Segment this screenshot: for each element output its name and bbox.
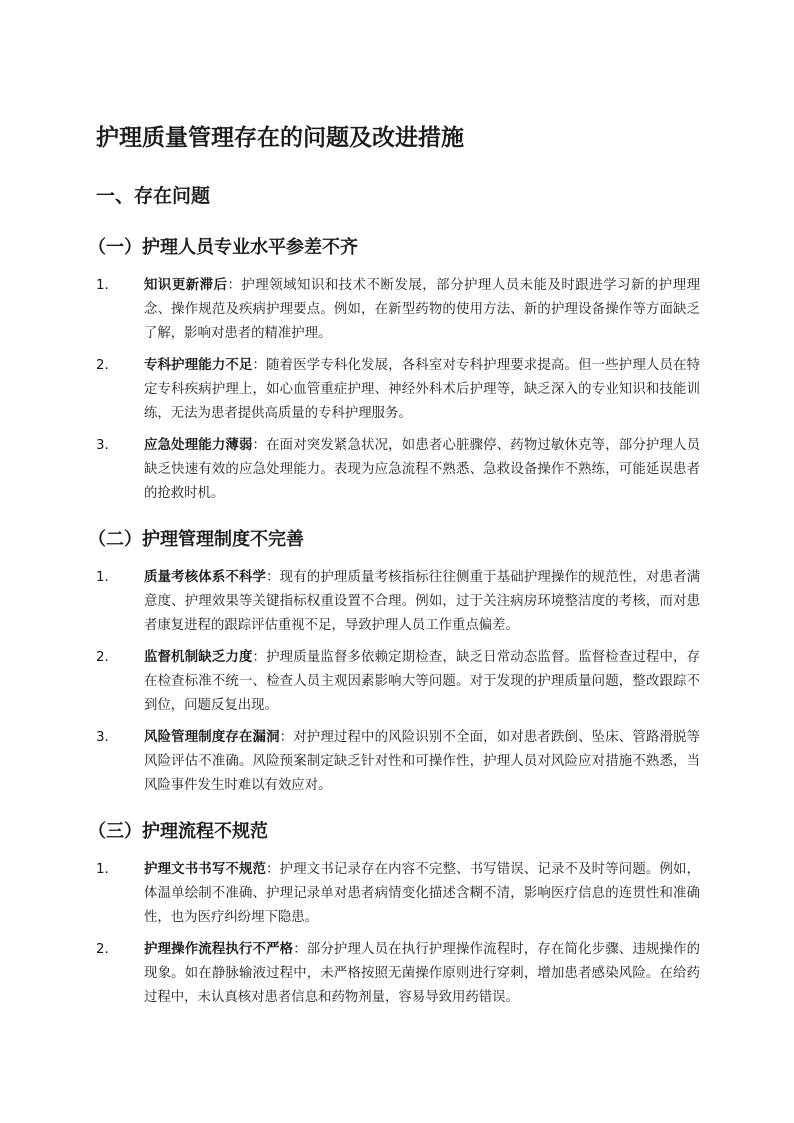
list-process: [96, 858, 700, 1018]
list-item-text: ：在面对突发紧急状况，如患者心脏骤停、药物过敏休克等，部分护理人员缺乏快速有效的应急处理能力。表现为应急流程不熟悉、急救设备操作不熟练，可能延误患者的抢救时机。: [144, 438, 701, 501]
list-item-number: 3.: [96, 730, 109, 745]
list-item-number: 2.: [96, 650, 109, 665]
list-item: [96, 274, 700, 346]
list-item-text: ：现有的护理质量考核指标往往侧重于基础护理操作的规范性，对患者满意度、护理效果等关键指标权重设置不合理。例如，过于关注病房环境整洁度的考核，而对患者康复进程的跟踪评估重视不足，导致护理人员工作重点偏差。: [144, 570, 701, 633]
list-item-term: 质量考核体系不科学: [144, 570, 267, 585]
list-item-text: ：部分护理人员在执行护理操作流程时，存在简化步骤、违规操作的现象。如在静脉输液过程中，未严格按照无菌操作原则进行穿刺，增加患者感染风险。在给药过程中，未认真核对患者信息和药物剂量，容易导致用药错误。: [144, 942, 700, 1005]
list-management-system: [96, 566, 700, 806]
list-staff-skill: [96, 274, 700, 514]
list-item-text: ：随着医学专科化发展，各科室对专科护理要求提高。但一些护理人员在特定专科疾病护理上，如心血管重症护理、神经外科术后护理等，缺乏深入的专业知识和技能训练，无法为患者提供高质量的专科护理服务。: [144, 358, 701, 421]
subsection-heading-staff-skill: （一）护理人员专业水平参差不齐: [88, 237, 358, 258]
list-item-term: 专科护理能力不足: [144, 358, 253, 373]
list-item: [96, 434, 700, 506]
subsection-heading-process: （三）护理流程不规范: [88, 821, 268, 842]
list-item: [96, 354, 700, 426]
list-item-term: 风险管理制度存在漏洞: [144, 730, 280, 745]
list-item-text: ：护理质量监督多依赖定期检查，缺乏日常动态监督。监督检查过程中，存在检查标准不统一、检查人员主观因素影响大等问题。对于发现的护理质量问题，整改跟踪不到位，问题反复出现。: [144, 650, 701, 713]
list-item: [96, 938, 700, 1010]
list-item-term: 护理文书书写不规范: [144, 862, 267, 877]
list-item-number: 1.: [96, 862, 109, 877]
list-item-text: ：护理领域知识和技术不断发展，部分护理人员未能及时跟进学习新的护理理念、操作规范及疾病护理要点。例如，在新型药物的使用方法、新的护理设备操作等方面缺乏了解，影响对患者的精准护理。: [144, 278, 701, 341]
list-item: [96, 566, 700, 638]
list-item-term: 知识更新滞后: [144, 278, 228, 293]
list-item-term: 应急处理能力薄弱: [144, 438, 253, 453]
list-item-number: 2.: [96, 942, 109, 957]
list-item-text: ：护理文书记录存在内容不完整、书写错误、记录不及时等问题。例如，体温单绘制不准确、护理记录单对患者病情变化描述含糊不清，影响医疗信息的连贯性和准确性，也为医疗纠纷埋下隐患。: [144, 862, 701, 925]
list-item-text: ：对护理过程中的风险识别不全面，如对患者跌倒、坠床、管路滑脱等风险评估不准确。风险预案制定缺乏针对性和可操作性，护理人员对风险应对措施不熟悉，当风险事件发生时难以有效应对。: [144, 730, 701, 793]
list-item-term: 监督机制缺乏力度: [144, 650, 253, 665]
list-item-number: 2.: [96, 358, 109, 373]
list-item: [96, 858, 700, 930]
list-item: [96, 646, 700, 718]
section-heading-problems: 一、存在问题: [96, 185, 211, 207]
list-item-number: 1.: [96, 278, 109, 293]
subsection-heading-management-system: （二）护理管理制度不完善: [88, 529, 304, 550]
list-item-number: 1.: [96, 570, 109, 585]
list-item-number: 3.: [96, 438, 109, 453]
list-item-term: 护理操作流程执行不严格: [144, 942, 294, 957]
document-title: 护理质量管理存在的问题及改进措施: [96, 125, 464, 151]
list-item: [96, 726, 700, 798]
